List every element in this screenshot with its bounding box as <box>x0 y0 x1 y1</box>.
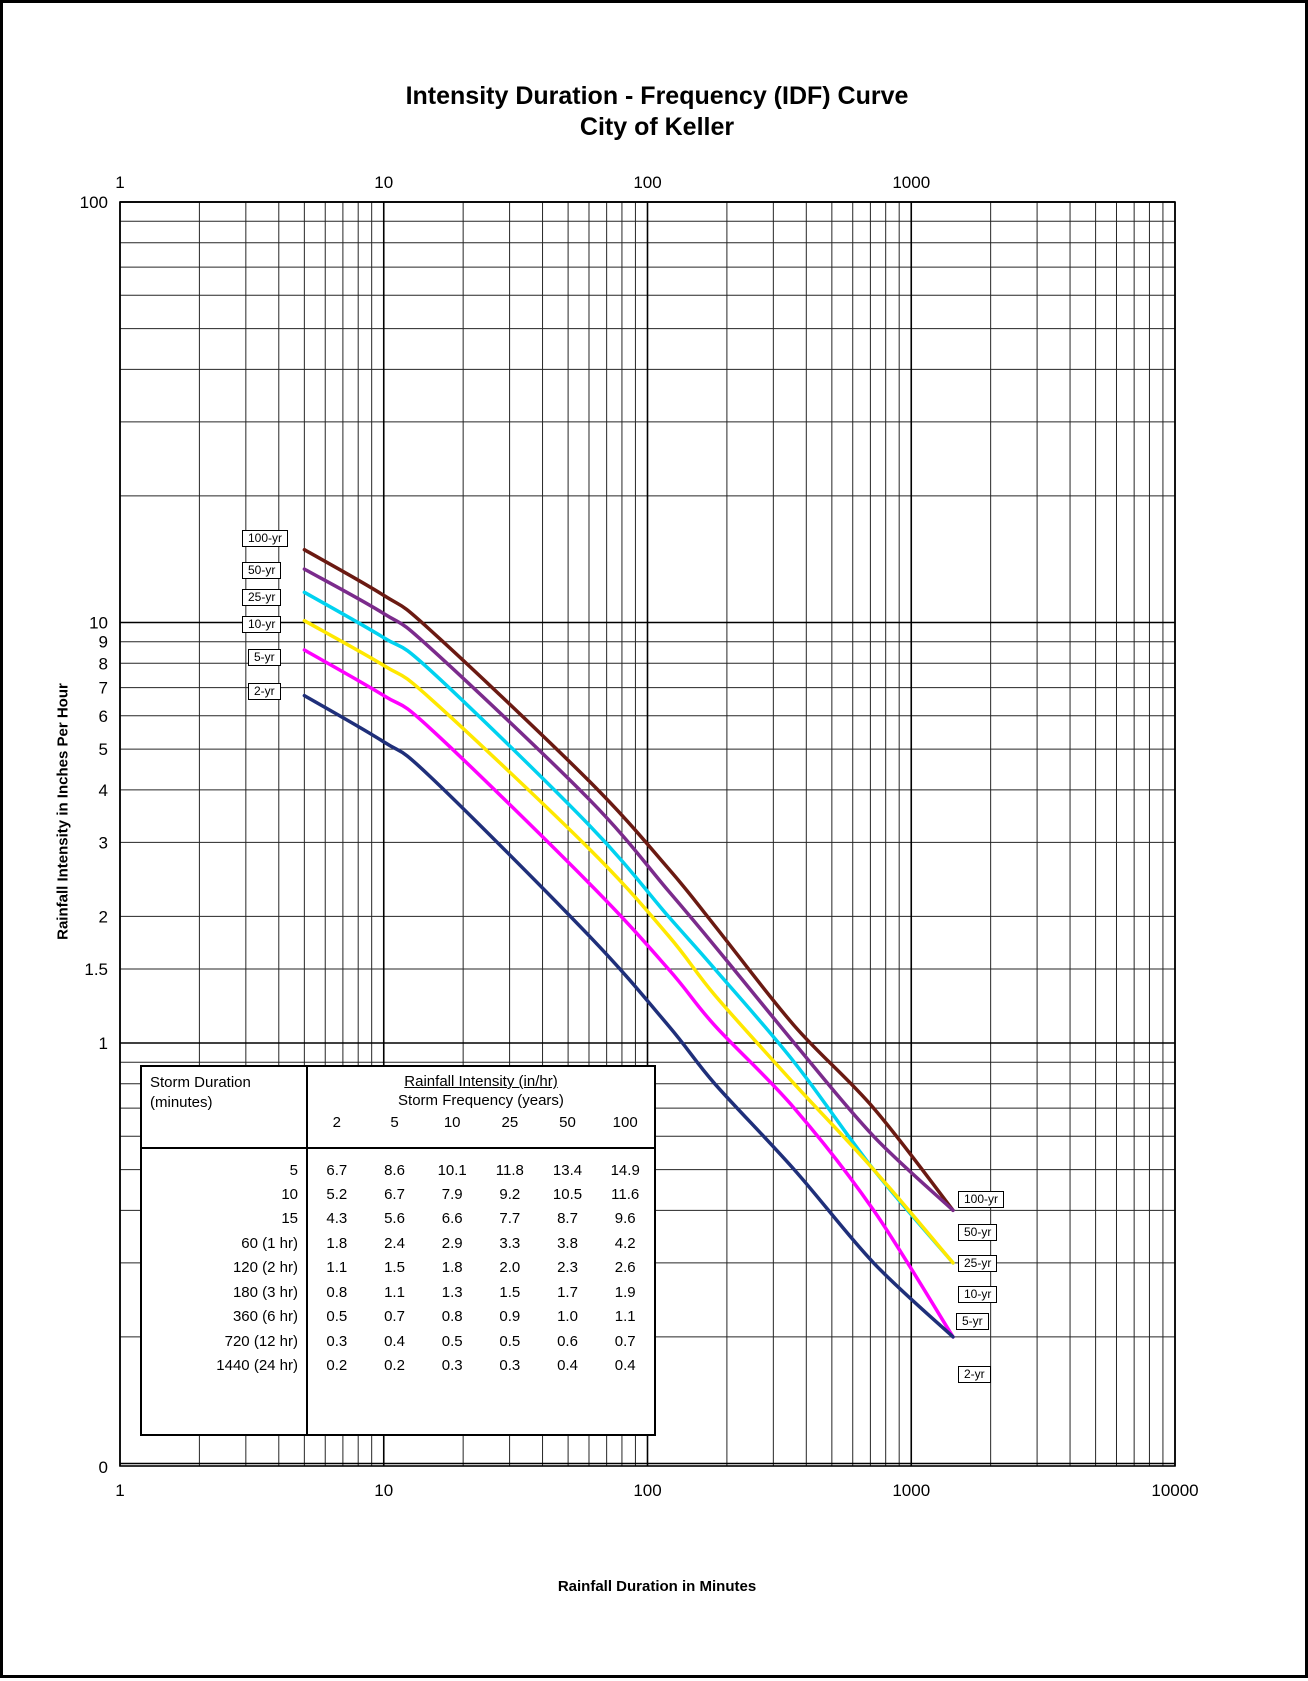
table-cell: 6.7 <box>326 1161 348 1179</box>
svg-text:4: 4 <box>98 780 108 800</box>
svg-text:100: 100 <box>79 193 108 212</box>
table-cell: 0.6 <box>557 1332 578 1350</box>
freq-header-100: 100 <box>612 1114 638 1131</box>
svg-text:9: 9 <box>98 632 108 652</box>
series-label-right-2yr: 2-yr <box>958 1366 991 1383</box>
table-cell: 1.8 <box>441 1259 463 1277</box>
chart-title-line1: Intensity Duration - Frequency (IDF) Curve <box>405 82 909 110</box>
table-cell: 10.5 <box>552 1186 583 1204</box>
table-cell: 0.8 <box>326 1283 348 1301</box>
table-col2-header-line1: Rainfall Intensity (in/hr) <box>404 1073 558 1090</box>
table-cell: 2.3 <box>557 1259 578 1277</box>
freq-header-5: 5 <box>390 1114 399 1131</box>
table-values-column <box>307 1148 654 1434</box>
table-cell: 14.9 <box>610 1161 640 1179</box>
table-cell: 6.6 <box>441 1210 463 1228</box>
table-cell: 4.2 <box>614 1234 636 1252</box>
table-cell: 0.3 <box>499 1357 521 1375</box>
table-cell: 1.1 <box>326 1259 348 1277</box>
svg-text:2: 2 <box>98 907 108 927</box>
table-row <box>308 1232 654 1256</box>
svg-text:10: 10 <box>89 613 108 633</box>
table-cell: 3.8 <box>557 1234 578 1252</box>
table-cell: 0.4 <box>557 1357 578 1375</box>
table-cell: 13.4 <box>552 1161 583 1179</box>
table-row <box>308 1281 654 1305</box>
table-cell: 11.6 <box>611 1186 640 1204</box>
table-cell: 10.1 <box>437 1161 467 1179</box>
svg-text:1: 1 <box>115 1481 125 1500</box>
x-axis-label: Rainfall Duration in Minutes <box>557 1578 757 1595</box>
series-label-left-5yr: 5-yr <box>248 649 281 666</box>
table-col2-header-line2: Storm Frequency (years) <box>398 1092 564 1109</box>
table-cell: 1.3 <box>441 1283 463 1301</box>
table-cell: 0.5 <box>441 1332 463 1350</box>
table-row <box>308 1305 654 1329</box>
table-duration-column <box>142 1148 307 1434</box>
table-cell: 2.0 <box>499 1259 521 1277</box>
table-cell: 0.3 <box>326 1332 348 1350</box>
svg-text:1: 1 <box>115 173 125 192</box>
table-row <box>308 1207 654 1231</box>
table-cell: 0.9 <box>499 1308 521 1326</box>
table-row-duration: 1440 (24 hr) <box>216 1357 298 1375</box>
table-row-duration: 60 (1 hr) <box>241 1234 298 1252</box>
svg-text:1000: 1000 <box>892 1481 931 1500</box>
freq-header-25: 25 <box>501 1114 519 1131</box>
idf-data-table <box>140 1065 656 1436</box>
freq-header-50: 50 <box>559 1114 576 1131</box>
table-row <box>308 1256 654 1280</box>
table-cell: 1.7 <box>557 1283 578 1301</box>
table-cell: 9.2 <box>499 1186 521 1204</box>
table-row-duration: 360 (6 hr) <box>232 1308 298 1326</box>
table-cell: 0.7 <box>384 1308 405 1326</box>
table-cell: 2.9 <box>441 1234 463 1252</box>
svg-text:1000: 1000 <box>892 173 931 192</box>
table-cell: 1.5 <box>499 1283 521 1301</box>
table-row <box>308 1159 654 1183</box>
chart-title-line2: City of Keller <box>579 113 735 142</box>
series-label-right-25yr: 25-yr <box>958 1255 997 1272</box>
table-row <box>308 1183 654 1207</box>
table-cell: 0.3 <box>441 1357 463 1375</box>
table-row <box>308 1330 654 1354</box>
svg-text:1: 1 <box>98 1034 108 1053</box>
table-row <box>308 1354 654 1378</box>
series-label-left-10yr: 10-yr <box>242 616 281 633</box>
table-frequency-headers <box>308 1114 654 1131</box>
series-label-right-100yr: 100-yr <box>958 1191 1004 1208</box>
table-cell: 1.8 <box>326 1234 348 1252</box>
svg-text:0: 0 <box>98 1458 108 1477</box>
svg-text:10: 10 <box>374 173 394 192</box>
svg-text:3: 3 <box>98 833 108 853</box>
table-cell: 11.8 <box>495 1161 524 1179</box>
table-cell: 4.3 <box>326 1210 348 1228</box>
table-cell: 0.4 <box>384 1332 405 1350</box>
table-cell: 2.6 <box>614 1259 636 1277</box>
table-col1-header-line1: Storm Duration <box>150 1074 251 1091</box>
svg-text:6: 6 <box>98 706 108 726</box>
table-cell: 1.0 <box>557 1308 578 1326</box>
svg-text:1.5: 1.5 <box>84 959 108 979</box>
series-label-right-50yr: 50-yr <box>958 1224 997 1241</box>
svg-text:10000: 10000 <box>1151 1481 1199 1500</box>
table-cell: 0.8 <box>441 1308 463 1326</box>
table-cell: 7.9 <box>441 1186 463 1204</box>
table-cell: 8.6 <box>384 1161 405 1179</box>
series-label-left-2yr: 2-yr <box>248 683 281 700</box>
table-row-duration: 5 <box>289 1161 298 1179</box>
svg-text:10: 10 <box>374 1481 394 1500</box>
svg-text:7: 7 <box>98 678 108 698</box>
table-cell: 9.6 <box>614 1210 636 1228</box>
table-cell: 6.7 <box>384 1186 405 1204</box>
series-label-left-50yr: 50-yr <box>242 562 281 579</box>
table-row-duration: 720 (12 hr) <box>224 1332 298 1350</box>
table-row-duration: 120 (2 hr) <box>232 1259 298 1277</box>
freq-header-10: 10 <box>443 1114 461 1131</box>
table-row-duration: 180 (3 hr) <box>232 1283 298 1301</box>
svg-text:8: 8 <box>98 654 108 674</box>
table-col1-header <box>142 1067 307 1148</box>
svg-text:100: 100 <box>633 1481 662 1500</box>
table-row-duration: 15 <box>281 1210 298 1228</box>
table-cell: 5.2 <box>326 1186 348 1204</box>
table-cell: 0.2 <box>326 1357 348 1375</box>
table-cell: 3.3 <box>499 1234 521 1252</box>
table-cell: 1.1 <box>384 1283 405 1301</box>
series-label-left-25yr: 25-yr <box>242 589 281 606</box>
series-label-right-10yr: 10-yr <box>958 1286 997 1303</box>
table-cell: 0.5 <box>499 1332 521 1350</box>
freq-header-2: 2 <box>332 1114 341 1131</box>
svg-text:5: 5 <box>98 740 108 760</box>
series-label-left-100yr: 100-yr <box>242 530 288 547</box>
table-cell: 8.7 <box>557 1210 578 1228</box>
svg-text:100: 100 <box>633 173 662 192</box>
table-cell: 2.4 <box>384 1234 405 1252</box>
table-cell: 0.5 <box>326 1308 348 1326</box>
series-label-right-5yr: 5-yr <box>956 1313 989 1330</box>
table-cell: 1.1 <box>614 1308 636 1326</box>
table-cell: 1.9 <box>614 1283 636 1301</box>
table-col1-header-line2: (minutes) <box>150 1094 213 1112</box>
y-axis-label: Rainfall Intensity in Inches Per Hour <box>54 683 72 940</box>
table-cell: 5.6 <box>384 1210 405 1228</box>
table-col2-header <box>307 1067 654 1148</box>
table-cell: 0.4 <box>614 1357 636 1375</box>
table-cell: 0.7 <box>614 1332 636 1350</box>
table-cell: 7.7 <box>499 1210 521 1228</box>
table-cell: 1.5 <box>384 1259 405 1277</box>
table-cell: 0.2 <box>384 1357 405 1375</box>
table-row-duration: 10 <box>281 1186 298 1204</box>
